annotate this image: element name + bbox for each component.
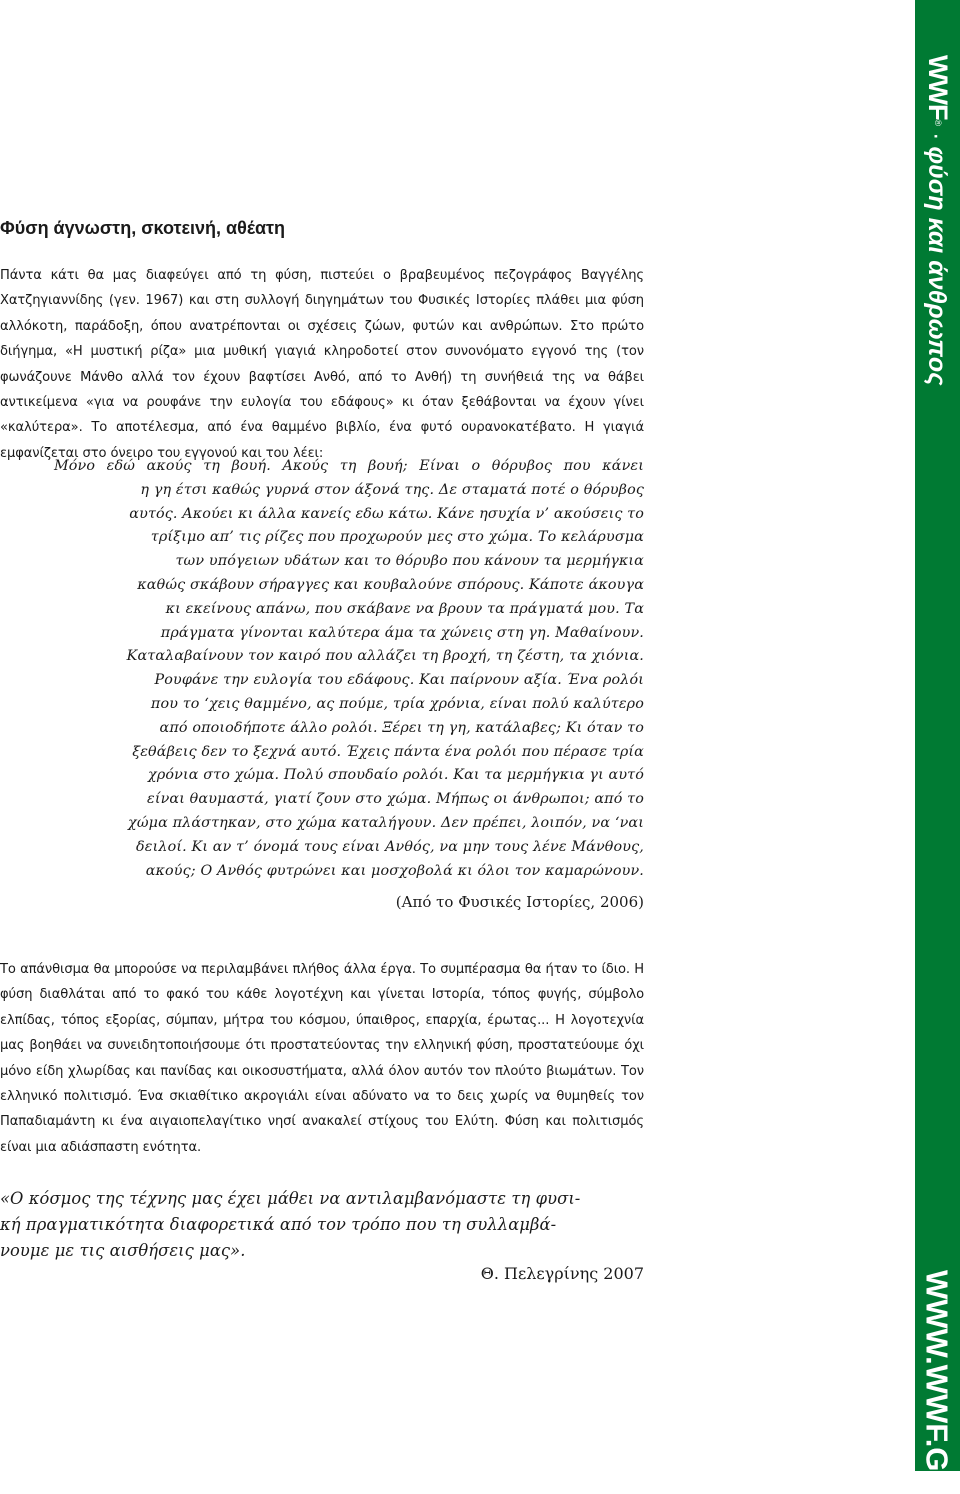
brand-separator: · xyxy=(923,132,951,141)
poem-line: ακούς; Ο Ανθός φυτρώνει και μοσχοβολά κι όλοι τον καμαρώνουν. xyxy=(145,862,644,879)
poem-line: που το ‘χεις θαμμένο, ας πούμε, τρία χρόνια, είναι πολύ καλύτερο xyxy=(150,695,644,712)
poem-line: η γη έτσι καθώς γυρνά στον άξονά της. Δε σταματά ποτέ ο θόρυβος xyxy=(140,481,644,498)
registered-mark: ® xyxy=(933,119,943,127)
poem-line: ξεθάβεις δεν το ξεχνά αυτό. Έχεις πάντα ένα ρολόι που πέρασε τρία xyxy=(132,743,644,760)
poem-line: τρίξιμο απ’ τις ρίζες που προχωρούν μες στο χώμα. Το κελάρυσμα xyxy=(150,529,644,546)
poem-line: καθώς σκάβουν σήραγγες και κουβαλούνε σπόρους. Κάποτε άκουγα xyxy=(137,576,644,593)
quote-line: κή πραγματικότητα διαφορετικά από τον τρόπο που τη συλλαμβά- xyxy=(0,1215,557,1234)
quote-attribution: Θ. Πελεγρίνης 2007 xyxy=(480,1264,644,1283)
poem-line: Μόνο εδώ ακούς τη βουή. Ακούς τη βουή; Είναι ο θόρυβος που κάνει xyxy=(54,458,644,474)
poem-line: Καταλαβαίνουν τον καιρό που αλλάζει τη βροχή, τη ζέστη, τα χιόνια. xyxy=(126,648,644,665)
wwf-logo: WWF xyxy=(923,55,953,120)
poem-line: αυτός. Ακούει κι άλλα κανείς εδω κάτω. Κάνε ησυχία ν’ ακούσεις το xyxy=(129,505,644,522)
closing-paragraph: Το απάνθισμα θα μπορούσε να περιλαμβάνει πλήθος άλλα έργα. Το συμπέρασμα θα ήταν το ίδιο. Η φύση διαθλάται από το φακό του κάθε λογοτέχνη και γίνεται Ιστορία, τόπος φυγής, σύμβολο ελπίδας, τόπος εξορίας, σύμπαν, μήτρα του κόσμου, ύπαιθρος, επαρχία, έρωτας... Η λογοτεχνία μας βοηθάει να συνειδητοποιήσουμε ότι προστατεύοντας την ελληνική φύση, προστατεύουμε όχι μόνο είδη χλωρίδας και πανίδας και οικοσυστήματα, αλλά όλον αυτόν τον πλούτο βιωμάτων. Τον ελληνικό πολιτισμό. Ένα σκιαθίτικο ακρογιάλι είναι αδύνατο να το δεις χωρίς να θυμηθείς τον Παπαδιαμάντη κι ένα αιγαιοπελαγίτικο νησί ανακαλεί στίχους του Ελύτη. Φύση και πολιτισμός είναι μια αδιάσπαστη ενότητα. xyxy=(0,962,644,1155)
poem-line: των υπόγειων υδάτων και το θόρυβο που κάνουν τα μερμήγκια xyxy=(175,553,644,570)
quote-line: νουμε με τις αισθήσεις μας». xyxy=(0,1241,246,1260)
sidebar-strip xyxy=(915,0,960,1494)
poem-line: δειλοί. Κι αν τ’ όνομά τους είναι Ανθός, να μην τους λένε Μάνθους, xyxy=(136,838,644,855)
excerpt-source: (Από το Φυσικές Ιστορίες, 2006) xyxy=(395,893,644,911)
poem-line: χώμα πλάστηκαν, στο χώμα καταλήγουν. Δεν πρέπει, λοιπόν, να ‘ναι xyxy=(128,814,644,831)
poem-line: πράγματα γίνονται καλύτερα άμα τα χώνεις στη γη. Μαθαίνουν. xyxy=(160,624,644,641)
poem-line: είναι θαυμαστά, γιατί ζουν στο χώμα. Μήπως οι άνθρωποι; από το xyxy=(147,791,644,808)
brand-tagline: φύση και άνθρωπος xyxy=(923,146,951,386)
brand-vertical xyxy=(923,55,953,386)
pull-quote xyxy=(0,1186,644,1264)
poem-excerpt xyxy=(0,455,644,883)
website-url[interactable]: WWW.WWF.GR xyxy=(919,1270,955,1494)
intro-paragraph: Πάντα κάτι θα μας διαφεύγει από τη φύση, πιστεύει ο βραβευμένος πεζογράφος Βαγγέλης Χατζηγιαννίδης (γεν. 1967) και στη συλλογή διηγημάτων του Φυσικές Ιστορίες πλάθει μια φύση αλλόκοτη, παράδοξη, όπου ανατρέπονται οι σχέσεις ζώων, φυτών και ανθρώπων. Στο πρώτο διήγημα, «Η μυστική ρίζα» μια μυθική γιαγιά κληροδοτεί στον συνονόματο εγγονό της (τον φωνάζουνε Μάνθο αλλά τον έχουν βαφτίσει Ανθό, από το Ανθή) τη συνήθειά της να θάβει αντικείμενα «για να ρουφάνε την ευλογία του εδάφους» κι όταν ξεθάβονται να έχουν γίνει «καλύτερα». Το αποτέλεσμα, από ένα θαμμένο βιβλίο, ένα φυτό ουρανοκατέβατο. Η γιαγιά εμφανίζεται στο όνειρο του εγγονού και του λέει: xyxy=(0,268,644,461)
poem-line: Ρουφάνε την ευλογία του εδάφους. Και παίρνουν αξία. Ένα ρολόι xyxy=(154,672,644,689)
poem-line: κι εκείνους απάνω, που σκάβανε να βρουν τα πράγματά μου. Τα xyxy=(165,600,644,617)
quote-line: «Ο κόσμος της τέχνης μας έχει μάθει να αντιλαμβανόμαστε τη φυσι- xyxy=(0,1189,581,1208)
poem-line: χρόνια στο χώμα. Πολύ σπουδαίο ρολόι. Και τα μερμήγκια γι αυτό xyxy=(148,767,644,784)
article-title: Φύση άγνωστη, σκοτεινή, αθέατη xyxy=(0,218,286,238)
poem-line: από οποιοδήποτε άλλο ρολόι. Ξέρει τη γη, κατάλαβες; Κι όταν το xyxy=(159,719,644,736)
